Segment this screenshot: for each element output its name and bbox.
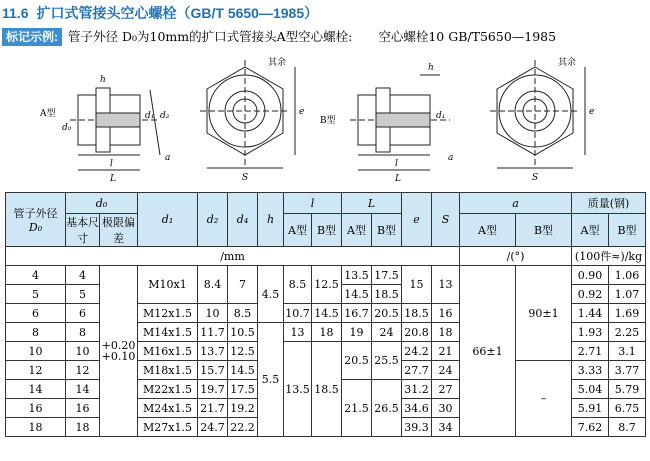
label-rest-b: 其余 bbox=[558, 58, 577, 68]
cell-mA: 2.71 bbox=[572, 342, 609, 361]
cell-LA: 14.5 bbox=[342, 285, 372, 304]
cell-LA: 20.5 bbox=[342, 342, 372, 380]
label-rest-a: 其余 bbox=[268, 58, 287, 68]
cell-aB: 90±1 bbox=[516, 266, 572, 361]
cell-d4: 10.5 bbox=[228, 323, 258, 342]
label-d2-a: d₂ bbox=[160, 111, 170, 121]
col-d1: d₁ bbox=[138, 193, 198, 247]
pipe-od-symbol: D₀ bbox=[28, 221, 43, 234]
col-l: l bbox=[284, 193, 342, 214]
cell-mA: 1.93 bbox=[572, 323, 609, 342]
col-l-a: A型 bbox=[284, 214, 312, 247]
technical-drawing bbox=[0, 50, 650, 188]
cell-D0: 4 bbox=[6, 266, 66, 285]
cell-LB: 26.5 bbox=[372, 380, 402, 437]
cell-D0: 14 bbox=[6, 380, 66, 399]
cell-LA: 21.5 bbox=[342, 380, 372, 437]
unit-deg: /(°) bbox=[460, 247, 572, 266]
cell-d4: 7 bbox=[228, 266, 258, 304]
cell-mB: 3.77 bbox=[609, 361, 646, 380]
col-mass-b: B型 bbox=[609, 214, 646, 247]
unit-kg: (100件≈)/kg bbox=[572, 247, 646, 266]
cell-d4: 17.5 bbox=[228, 380, 258, 399]
cell-d2: 8.4 bbox=[198, 266, 228, 304]
cell-mA: 7.62 bbox=[572, 418, 609, 437]
type-b-front-view bbox=[490, 60, 585, 168]
col-a-b: B型 bbox=[516, 214, 572, 247]
label-s-b: S bbox=[532, 173, 539, 183]
cell-d4: 12.5 bbox=[228, 342, 258, 361]
col-S: S bbox=[432, 193, 460, 247]
col-a-a: A型 bbox=[460, 214, 516, 247]
cell-lA: 10.7 bbox=[284, 304, 312, 323]
cell-d1: M10x1 bbox=[138, 266, 198, 304]
example-tag: 标记示例: bbox=[2, 28, 62, 46]
cell-h: 4.5 bbox=[258, 266, 284, 323]
cell-e: 24.2 bbox=[402, 342, 432, 361]
cell-mB: 1.69 bbox=[609, 304, 646, 323]
label-d1-b: d₁ bbox=[436, 111, 446, 121]
table-row bbox=[6, 266, 646, 285]
cell-d2: 10 bbox=[198, 304, 228, 323]
cell-d1: M27x1.5 bbox=[138, 418, 198, 437]
cell-S: 27 bbox=[432, 380, 460, 399]
cell-D0: 5 bbox=[6, 285, 66, 304]
dimension-table bbox=[5, 192, 646, 437]
cell-LB: 18.5 bbox=[372, 285, 402, 304]
cell-d0: 10 bbox=[66, 342, 100, 361]
type-b-side-view bbox=[350, 75, 450, 170]
cell-lB: 12.5 bbox=[312, 266, 342, 304]
cell-d2: 21.7 bbox=[198, 399, 228, 418]
cell-LA: 16.7 bbox=[342, 304, 372, 323]
col-d0: d₀ bbox=[66, 193, 138, 214]
cell-S: 16 bbox=[432, 304, 460, 323]
cell-d0: 5 bbox=[66, 285, 100, 304]
cell-e: 34.6 bbox=[402, 399, 432, 418]
cell-mB: 6.75 bbox=[609, 399, 646, 418]
cell-mB: 1.07 bbox=[609, 285, 646, 304]
cell-mB: 1.06 bbox=[609, 266, 646, 285]
cell-e: 20.8 bbox=[402, 323, 432, 342]
cell-lA: 8.5 bbox=[284, 266, 312, 304]
cell-mB: 3.1 bbox=[609, 342, 646, 361]
cell-LB: 20.5 bbox=[372, 304, 402, 323]
cell-lB: 18 bbox=[312, 323, 342, 342]
cell-mB: 8.7 bbox=[609, 418, 646, 437]
cell-D0: 6 bbox=[6, 304, 66, 323]
unit-row bbox=[6, 247, 646, 266]
col-pipe-od bbox=[6, 193, 66, 247]
col-d0-base: 基本尺寸 bbox=[66, 214, 100, 247]
cell-D0: 8 bbox=[6, 323, 66, 342]
header-row-1 bbox=[6, 193, 646, 214]
cell-D0: 18 bbox=[6, 418, 66, 437]
label-h-b: h bbox=[428, 63, 434, 73]
cell-aB: – bbox=[516, 361, 572, 437]
cell-d0: 4 bbox=[66, 266, 100, 285]
cell-e: 15 bbox=[402, 266, 432, 304]
cell-S: 18 bbox=[432, 323, 460, 342]
col-L-a: A型 bbox=[342, 214, 372, 247]
label-L-b: L bbox=[395, 174, 401, 184]
cell-d4: 22.2 bbox=[228, 418, 258, 437]
cell-d2: 11.7 bbox=[198, 323, 228, 342]
cell-lA: 13 bbox=[284, 323, 312, 342]
cell-lB: 18.5 bbox=[312, 342, 342, 437]
cell-D0: 12 bbox=[6, 361, 66, 380]
cell-tolerance: +0.20 +0.10 bbox=[100, 266, 138, 437]
cell-h: 5.5 bbox=[258, 323, 284, 437]
cell-mA: 5.04 bbox=[572, 380, 609, 399]
label-l-b: l bbox=[395, 159, 398, 169]
col-h: h bbox=[258, 193, 284, 247]
label-type-a: A型 bbox=[40, 109, 56, 119]
example-mark: 空心螺栓10 GB/T5650—1985 bbox=[378, 29, 557, 44]
label-a-b: a bbox=[448, 153, 454, 163]
label-d1-a: d₁ bbox=[145, 111, 155, 121]
label-h-a: h bbox=[100, 75, 106, 85]
pipe-od-label: 管子外径 bbox=[13, 207, 58, 220]
label-e-a: e bbox=[299, 107, 305, 117]
unit-mm: /mm bbox=[6, 247, 460, 266]
col-L: L bbox=[342, 193, 402, 214]
cell-d1: M24x1.5 bbox=[138, 399, 198, 418]
cell-LA: 13.5 bbox=[342, 266, 372, 285]
cell-D0: 16 bbox=[6, 399, 66, 418]
cell-d2: 13.7 bbox=[198, 342, 228, 361]
label-e-b: e bbox=[589, 107, 595, 117]
cell-mA: 0.92 bbox=[572, 285, 609, 304]
cell-d2: 24.7 bbox=[198, 418, 228, 437]
cell-LB: 25.5 bbox=[372, 342, 402, 380]
marking-example bbox=[2, 28, 648, 46]
cell-S: 30 bbox=[432, 399, 460, 418]
label-a-a: a bbox=[165, 153, 171, 163]
cell-e: 27.7 bbox=[402, 361, 432, 380]
label-l-a: l bbox=[110, 159, 113, 169]
section-number: 11.6 bbox=[2, 5, 29, 21]
cell-S: 13 bbox=[432, 266, 460, 304]
cell-aA: 66±1 bbox=[460, 266, 516, 437]
cell-S: 34 bbox=[432, 418, 460, 437]
cell-d0: 18 bbox=[66, 418, 100, 437]
cell-S: 21 bbox=[432, 342, 460, 361]
col-mass: 质量(钢) bbox=[572, 193, 646, 214]
example-text: 管子外径 D₀为10mm的扩口式管接头A型空心螺栓: bbox=[68, 29, 353, 44]
cell-D0: 10 bbox=[6, 342, 66, 361]
cell-d1: M18x1.5 bbox=[138, 361, 198, 380]
cell-d2: 15.7 bbox=[198, 361, 228, 380]
cell-e: 31.2 bbox=[402, 380, 432, 399]
col-d4: d₄ bbox=[228, 193, 258, 247]
label-type-b: B型 bbox=[320, 116, 336, 126]
cell-d1: M14x1.5 bbox=[138, 323, 198, 342]
cell-S: 24 bbox=[432, 361, 460, 380]
cell-mB: 2.25 bbox=[609, 323, 646, 342]
cell-d0: 14 bbox=[66, 380, 100, 399]
cell-lA: 13.5 bbox=[284, 342, 312, 437]
cell-mA: 0.90 bbox=[572, 266, 609, 285]
cell-d0: 12 bbox=[66, 361, 100, 380]
cell-d2: 19.7 bbox=[198, 380, 228, 399]
cell-d4: 19.2 bbox=[228, 399, 258, 418]
cell-LB: 24 bbox=[372, 323, 402, 342]
page-title bbox=[2, 3, 648, 23]
cell-d4: 8.5 bbox=[228, 304, 258, 323]
col-e: e bbox=[402, 193, 432, 247]
col-a: a bbox=[460, 193, 572, 214]
cell-d4: 14.5 bbox=[228, 361, 258, 380]
col-l-b: B型 bbox=[312, 214, 342, 247]
type-a-side-view bbox=[70, 88, 160, 170]
cell-d0: 8 bbox=[66, 323, 100, 342]
cell-mA: 5.91 bbox=[572, 399, 609, 418]
header-row-2 bbox=[6, 214, 646, 247]
cell-LA: 19 bbox=[342, 323, 372, 342]
label-d0-a: d₀ bbox=[62, 123, 72, 133]
label-L-a: L bbox=[110, 174, 116, 184]
col-mass-a: A型 bbox=[572, 214, 609, 247]
cell-mA: 1.44 bbox=[572, 304, 609, 323]
col-L-b: B型 bbox=[372, 214, 402, 247]
section-title: 扩口式管接头空心螺栓（GB/T 5650—1985） bbox=[36, 5, 319, 21]
cell-mB: 5.79 bbox=[609, 380, 646, 399]
cell-d0: 6 bbox=[66, 304, 100, 323]
cell-e: 18.5 bbox=[402, 304, 432, 323]
cell-mA: 3.33 bbox=[572, 361, 609, 380]
cell-d1: M16x1.5 bbox=[138, 342, 198, 361]
col-d2: d₂ bbox=[198, 193, 228, 247]
cell-d0: 16 bbox=[66, 399, 100, 418]
cell-e: 39.3 bbox=[402, 418, 432, 437]
cell-d1: M22x1.5 bbox=[138, 380, 198, 399]
type-a-front-view bbox=[200, 60, 295, 168]
cell-d1: M12x1.5 bbox=[138, 304, 198, 323]
cell-LB: 17.5 bbox=[372, 266, 402, 285]
cell-lB: 14.5 bbox=[312, 304, 342, 323]
label-s-a: S bbox=[242, 173, 249, 183]
col-d0-tol: 极限偏差 bbox=[100, 214, 138, 247]
